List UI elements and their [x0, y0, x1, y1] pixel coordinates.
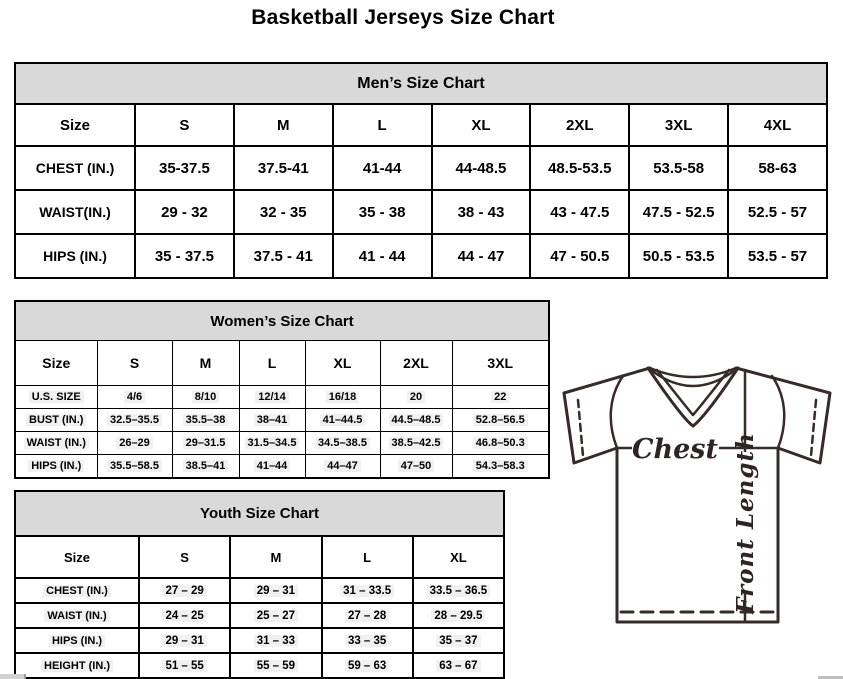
table-cell: 35-37.5	[135, 146, 234, 190]
table-cell: 32.5–35.5	[97, 409, 172, 432]
row-label: BUST (IN.)	[15, 409, 97, 432]
youth-chart-title: Youth Size Chart	[15, 491, 504, 536]
table-cell: 27 – 29	[139, 578, 230, 603]
table-cell: 29 – 31	[230, 578, 321, 603]
womens-chart-title: Women’s Size Chart	[15, 301, 549, 341]
table-cell: 25 – 27	[230, 603, 321, 628]
table-cell: 37.5 - 41	[234, 234, 333, 278]
table-cell: 52.8–56.5	[452, 409, 549, 432]
table-cell: 47.5 - 52.5	[629, 190, 728, 234]
row-label: U.S. SIZE	[15, 386, 97, 409]
table-cell: 48.5-53.5	[530, 146, 629, 190]
column-header: XL	[305, 341, 380, 386]
table-cell: 35 – 37	[413, 628, 504, 653]
table-cell: 16/18	[305, 386, 380, 409]
row-label: WAIST (IN.)	[15, 432, 97, 455]
size-header: Size	[15, 341, 97, 386]
front-length-label: Front Length	[732, 432, 759, 614]
table-cell: 63 – 67	[413, 653, 504, 678]
table-cell: 44–47	[305, 455, 380, 479]
row-label: CHEST (IN.)	[15, 146, 135, 190]
jersey-measurement-diagram	[560, 360, 843, 642]
table-cell: 38.5–41	[172, 455, 239, 479]
table-cell: 28 – 29.5	[413, 603, 504, 628]
column-header: S	[139, 536, 230, 578]
table-cell: 41–44	[239, 455, 305, 479]
table-cell: 53.5 - 57	[728, 234, 827, 278]
table-cell: 4/6	[97, 386, 172, 409]
table-cell: 47–50	[380, 455, 452, 479]
table-cell: 41-44	[333, 146, 432, 190]
table-cell: 20	[380, 386, 452, 409]
table-cell: 38–41	[239, 409, 305, 432]
column-header: S	[97, 341, 172, 386]
size-header: Size	[15, 104, 135, 146]
row-label: HEIGHT (IN.)	[15, 653, 139, 678]
table-cell: 41 - 44	[333, 234, 432, 278]
table-cell: 24 – 25	[139, 603, 230, 628]
table-cell: 31 – 33	[230, 628, 321, 653]
column-header: L	[333, 104, 432, 146]
table-cell: 44.5–48.5	[380, 409, 452, 432]
column-header: M	[230, 536, 321, 578]
table-cell: 35.5–58.5	[97, 455, 172, 479]
table-cell: 33.5 – 36.5	[413, 578, 504, 603]
womens-size-chart-table	[14, 300, 550, 479]
table-cell: 43 - 47.5	[530, 190, 629, 234]
row-label: HIPS (IN.)	[15, 628, 139, 653]
table-cell: 58-63	[728, 146, 827, 190]
row-label: WAIST(IN.)	[15, 190, 135, 234]
column-header: 4XL	[728, 104, 827, 146]
table-cell: 12/14	[239, 386, 305, 409]
column-header: 3XL	[629, 104, 728, 146]
table-cell: 32 - 35	[234, 190, 333, 234]
column-header: 2XL	[530, 104, 629, 146]
row-label: CHEST (IN.)	[15, 578, 139, 603]
youth-size-chart-table	[14, 490, 505, 679]
column-header: L	[239, 341, 305, 386]
table-cell: 50.5 - 53.5	[629, 234, 728, 278]
table-cell: 38.5–42.5	[380, 432, 452, 455]
table-cell: 53.5-58	[629, 146, 728, 190]
table-cell: 29 – 31	[139, 628, 230, 653]
table-cell: 34.5–38.5	[305, 432, 380, 455]
page-title: Basketball Jerseys Size Chart	[251, 6, 555, 29]
row-label: WAIST (IN.)	[15, 603, 139, 628]
mens-chart-title: Men’s Size Chart	[15, 63, 827, 104]
column-header: XL	[413, 536, 504, 578]
column-header: 3XL	[452, 341, 549, 386]
table-cell: 35.5–38	[172, 409, 239, 432]
table-cell: 52.5 - 57	[728, 190, 827, 234]
table-cell: 29 - 32	[135, 190, 234, 234]
table-cell: 31 – 33.5	[322, 578, 413, 603]
table-cell: 44-48.5	[432, 146, 531, 190]
column-header: XL	[432, 104, 531, 146]
table-cell: 33 – 35	[322, 628, 413, 653]
table-cell: 27 – 28	[322, 603, 413, 628]
scrollbar-fragment-left[interactable]	[0, 674, 26, 679]
table-cell: 31.5–34.5	[239, 432, 305, 455]
column-header: M	[234, 104, 333, 146]
table-cell: 51 – 55	[139, 653, 230, 678]
table-cell: 29–31.5	[172, 432, 239, 455]
table-cell: 59 – 63	[322, 653, 413, 678]
chest-label: Chest	[632, 434, 718, 465]
table-cell: 47 - 50.5	[530, 234, 629, 278]
table-cell: 46.8–50.3	[452, 432, 549, 455]
column-header: S	[135, 104, 234, 146]
table-cell: 26–29	[97, 432, 172, 455]
table-cell: 8/10	[172, 386, 239, 409]
table-cell: 22	[452, 386, 549, 409]
table-cell: 35 - 37.5	[135, 234, 234, 278]
table-cell: 38 - 43	[432, 190, 531, 234]
table-cell: 44 - 47	[432, 234, 531, 278]
column-header: 2XL	[380, 341, 452, 386]
column-header: L	[322, 536, 413, 578]
table-cell: 54.3–58.3	[452, 455, 549, 479]
table-cell: 41–44.5	[305, 409, 380, 432]
table-cell: 37.5-41	[234, 146, 333, 190]
column-header: M	[172, 341, 239, 386]
row-label: HIPS (IN.)	[15, 234, 135, 278]
jersey-outline	[564, 368, 830, 622]
mens-size-chart-table	[14, 62, 828, 279]
row-label: HIPS (IN.)	[15, 455, 97, 479]
size-header: Size	[15, 536, 139, 578]
table-cell: 55 – 59	[230, 653, 321, 678]
table-cell: 35 - 38	[333, 190, 432, 234]
